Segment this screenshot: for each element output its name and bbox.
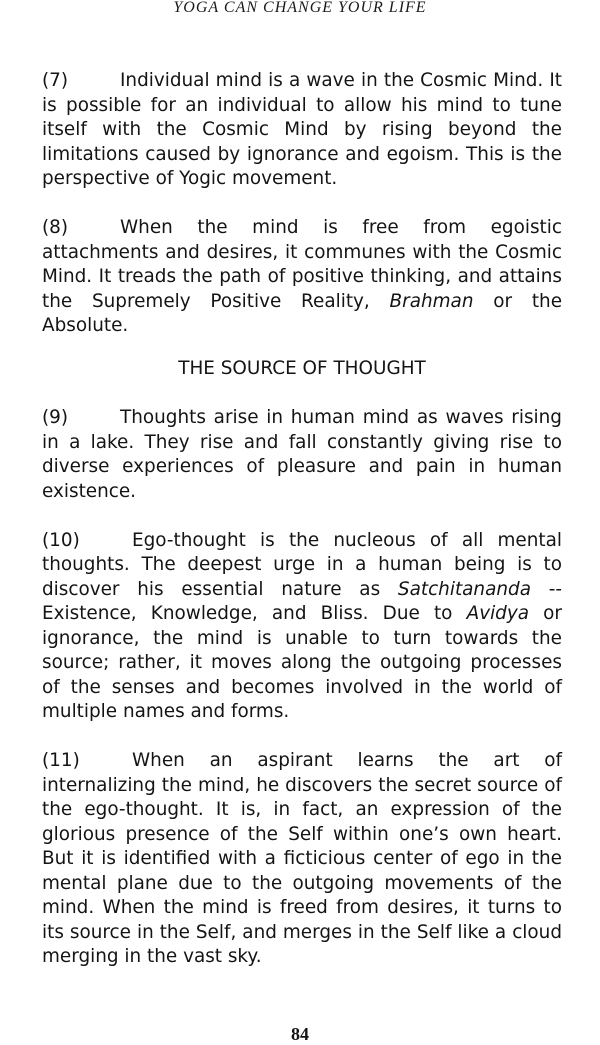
paragraph-9 (42, 406, 562, 504)
paragraph-text: or the Absolute. (42, 290, 563, 336)
paragraph-7 (42, 69, 562, 192)
italic-term: Avidya (466, 603, 530, 624)
paragraph-10 (42, 529, 562, 725)
italic-term: Satchitananda (397, 578, 531, 600)
paragraph-text: When the mind is free from egoistic attachments and desires, it communes with the Cosmic Mind. It treads the path of positive thinking, and attains the Supremely Positive Reality, (42, 217, 562, 312)
paragraph-text: Individual mind is a wave in the Cosmic Mind. It is possible for an individual to allow his mind to tune itself with the Cosmic Mind by rising beyond the limitations caused by ignorance and egoism. This is the perspective of Yogic movement. (42, 70, 562, 189)
paragraph-number: (11) (42, 750, 80, 771)
paragraph-number: (10) (42, 529, 80, 551)
paragraph-text: -- Existence, Knowledge, and Bliss. Due to (42, 578, 563, 624)
running-head: YOGA CAN CHANGE YOUR LIFE (173, 0, 427, 16)
paragraph-8 (42, 216, 562, 339)
paragraph-text: Thoughts arise in human mind as waves rising in a lake. They rise and fall constantly giving rise to diverse experiences of pleasure and pain in human existence. (42, 407, 562, 502)
paragraph-number: (8) (42, 217, 69, 238)
paragraph-number: (9) (42, 407, 69, 428)
body-text (42, 69, 562, 994)
paragraph-text: When an aspirant learns the art of internalizing the mind, he discovers the secret source of the ego-thought. It is, in fact, an expression of the glorious presence of the Self within one’s own heart. But it is identified with a ficticious center of ego in the mental plane due to the outgoing movements of the mind. When the mind is freed from desires, it turns to its source in the Self, and merges in the Self like a cloud merging in the vast sky. (42, 750, 562, 967)
page-number: 84 (291, 1024, 309, 1044)
section-heading: THE SOURCE OF THOUGHT (178, 358, 426, 379)
italic-term: Brahman (389, 290, 474, 312)
paragraph-text: or ignorance, the mind is unable to turn towards the source; rather, it moves along the outgoing processes of the senses and becomes involved in the world of multiple names and forms. (42, 603, 562, 722)
paragraph-11 (42, 749, 562, 970)
paragraph-text: Ego-thought is the nucleous of all mental thoughts. The deepest urge in a human being is to discover his essential nature as (42, 529, 562, 600)
paragraph-number: (7) (42, 70, 69, 91)
